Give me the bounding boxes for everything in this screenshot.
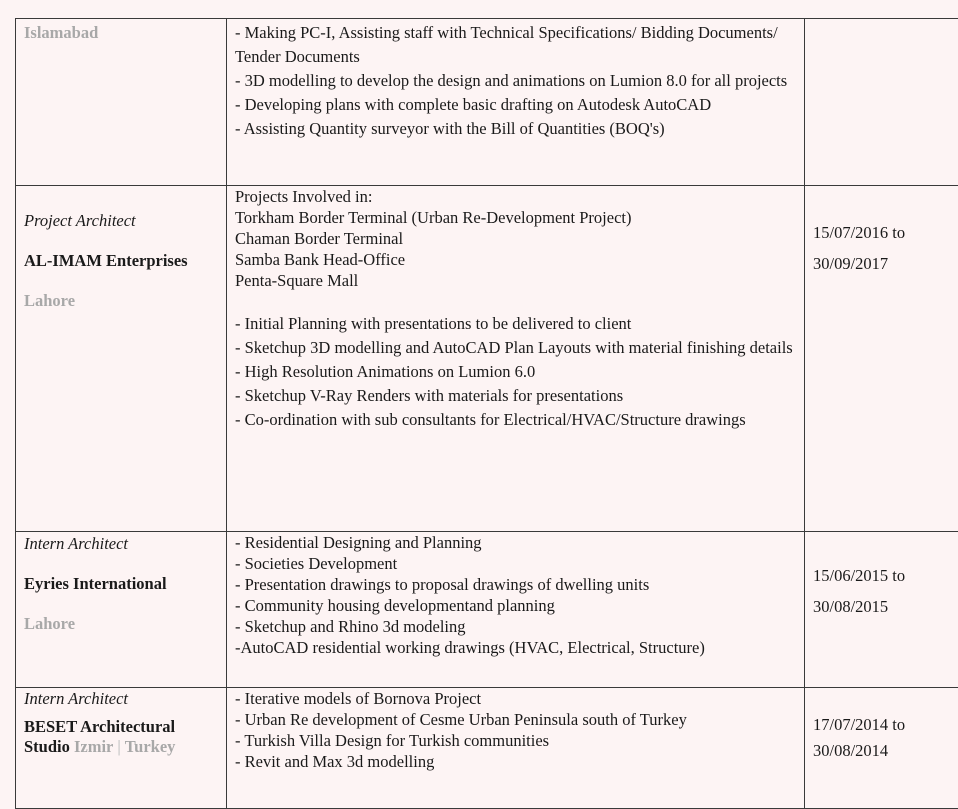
duty-item: - Societies Development	[235, 553, 796, 574]
duty-item: - Sketchup 3D modelling and AutoCAD Plan Layouts with material finishing details	[235, 336, 796, 360]
employer-city: Lahore	[24, 612, 218, 636]
employer-cell	[16, 19, 227, 186]
employer-city: Izmir	[74, 737, 113, 756]
date-to: 30/08/2014	[813, 738, 958, 764]
date-to: 30/09/2017	[813, 248, 958, 279]
dates-cell	[805, 19, 958, 186]
duty-item: - Sketchup and Rhino 3d modeling	[235, 616, 796, 637]
date-to: 30/08/2015	[813, 591, 958, 622]
experience-row	[16, 19, 958, 186]
company-name-line2: Studio	[24, 737, 70, 756]
experience-row	[16, 688, 958, 809]
dates-cell	[805, 532, 958, 688]
duties-cell	[227, 186, 805, 532]
duty-item: -AutoCAD residential working drawings (HVAC, Electrical, Structure)	[235, 637, 796, 658]
location-separator: |	[117, 737, 121, 756]
employer-city: Islamabad	[24, 21, 218, 45]
duty-item: - Community housing developmentand planning	[235, 595, 796, 616]
spacer	[235, 291, 796, 312]
duty-item: - Developing plans with complete basic drafting on Autodesk AutoCAD	[235, 93, 796, 117]
dates-cell	[805, 688, 958, 809]
duty-item: - Co-ordination with sub consultants for Electrical/HVAC/Structure drawings	[235, 408, 796, 432]
duty-item: - Sketchup V-Ray Renders with materials for presentations	[235, 384, 796, 408]
date-from: 15/07/2016 to	[813, 217, 958, 248]
employer-cell	[16, 186, 227, 532]
duty-item: - Iterative models of Bornova Project	[235, 688, 796, 709]
date-from: 17/07/2014 to	[813, 712, 958, 738]
duty-item: - Presentation drawings to proposal drawings of dwelling units	[235, 574, 796, 595]
company-name	[24, 717, 218, 757]
job-title: Project Architect	[24, 209, 218, 233]
duty-item: - High Resolution Animations on Lumion 6.0	[235, 360, 796, 384]
experience-table	[15, 18, 958, 809]
duty-item: - Residential Designing and Planning	[235, 532, 796, 553]
projects-header: Projects Involved in:	[235, 186, 796, 207]
company-name: AL-IMAM Enterprises	[24, 249, 218, 273]
company-name: Eyries International	[24, 572, 218, 596]
project-item: Chaman Border Terminal	[235, 228, 796, 249]
duty-item: - Turkish Villa Design for Turkish communities	[235, 730, 796, 751]
company-name-line1: BESET Architectural	[24, 717, 175, 736]
project-item: Samba Bank Head-Office	[235, 249, 796, 270]
project-item: Penta-Square Mall	[235, 270, 796, 291]
duties-cell	[227, 532, 805, 688]
experience-row	[16, 186, 958, 532]
duty-item: - Urban Re development of Cesme Urban Peninsula south of Turkey	[235, 709, 796, 730]
employer-city: Lahore	[24, 289, 218, 313]
employer-cell	[16, 532, 227, 688]
duty-item: - Making PC-I, Assisting staff with Technical Specifications/ Bidding Documents/ Tender Documents	[235, 21, 796, 69]
experience-row	[16, 532, 958, 688]
job-title: Intern Architect	[24, 532, 218, 556]
duty-item: - Initial Planning with presentations to be delivered to client	[235, 312, 796, 336]
duties-cell	[227, 19, 805, 186]
date-from: 15/06/2015 to	[813, 560, 958, 591]
project-item: Torkham Border Terminal (Urban Re-Development Project)	[235, 207, 796, 228]
employer-country: Turkey	[125, 737, 176, 756]
duty-item: - Assisting Quantity surveyor with the Bill of Quantities (BOQ's)	[235, 117, 796, 141]
employer-cell	[16, 688, 227, 809]
duties-cell	[227, 688, 805, 809]
duty-item: - Revit and Max 3d modelling	[235, 751, 796, 772]
dates-cell	[805, 186, 958, 532]
duty-item: - 3D modelling to develop the design and animations on Lumion 8.0 for all projects	[235, 69, 796, 93]
job-title: Intern Architect	[24, 688, 218, 709]
